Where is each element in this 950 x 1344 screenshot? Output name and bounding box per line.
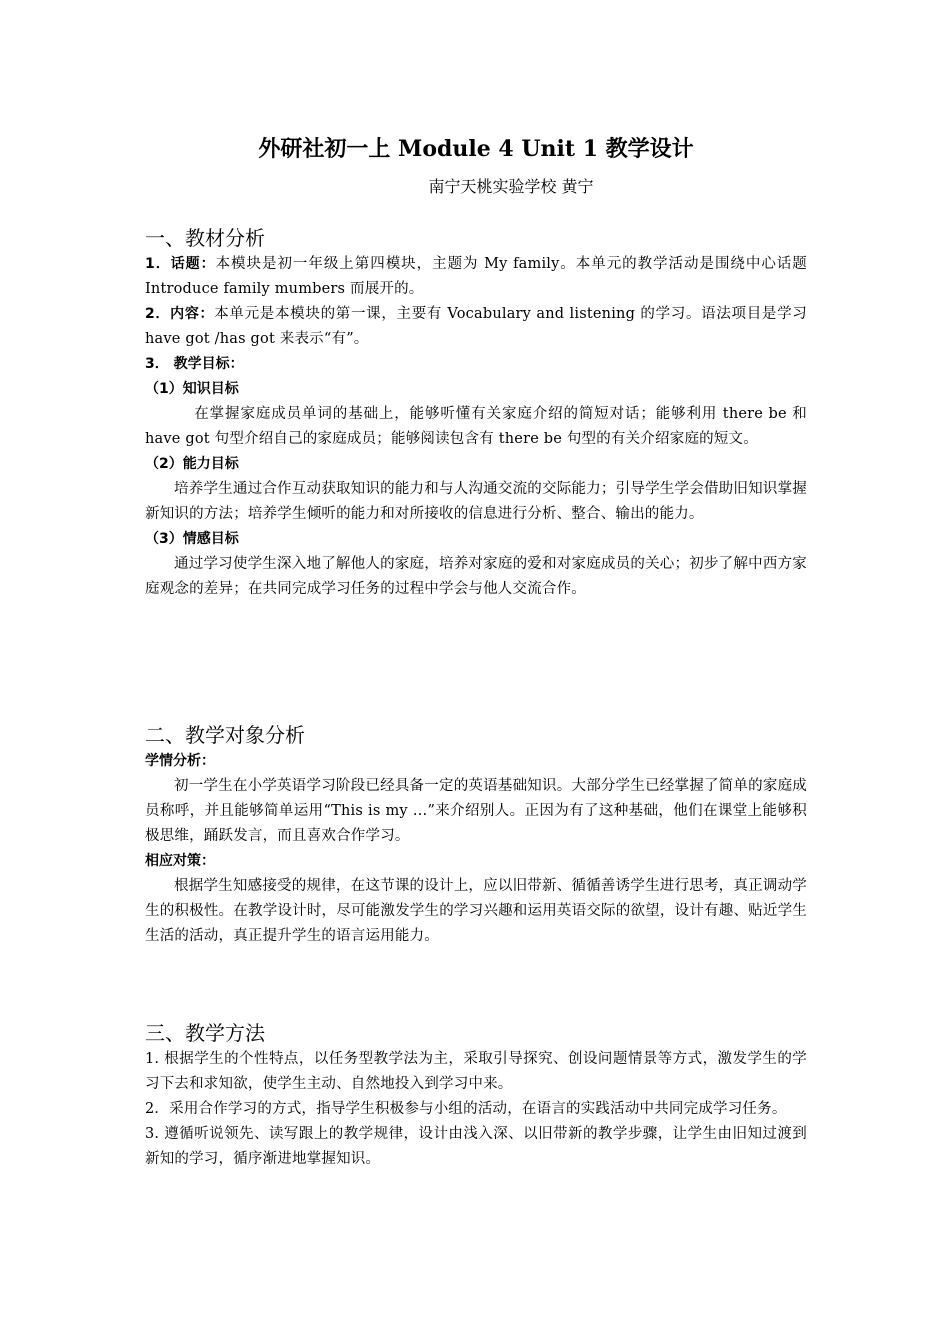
method-item-3: 3. 遵循听说领先、读写跟上的教学规律，设计由浅入深、以旧带新的教学步骤，让学生由旧知过渡到新知的学习，循序渐进地掌握知识。 xyxy=(145,1126,807,1167)
method-item-1: 1. 根据学生的个性特点，以任务型教学法为主，采取引导探究、创设问题情景等方式，激发学生的学习下去和求知欲，使学生主动、自然地投入到学习中来。 xyxy=(145,1051,807,1092)
method-item-2: 2．采用合作学习的方式，指导学生积极参与小组的活动，在语言的实践活动中共同完成学习任务。 xyxy=(145,1101,787,1117)
section-materials-analysis xyxy=(145,224,807,602)
knowledge-goal-label: （1）知识目标 xyxy=(145,381,239,397)
document-author: 南宁天桃实验学校 黄宁 xyxy=(428,177,594,196)
ability-goal-label: （2）能力目标 xyxy=(145,456,239,472)
analysis-label: 学情分析： xyxy=(145,753,215,769)
topic-paragraph xyxy=(145,252,807,302)
goals-label: 3． 教学目标： xyxy=(145,356,244,372)
section-teaching-methods xyxy=(145,1019,807,1172)
content-label: 2．内容： xyxy=(145,306,215,322)
document-title: 外研社初一上 Module 4 Unit 1 教学设计 xyxy=(258,136,694,162)
emotion-goal-label: （3）情感目标 xyxy=(145,531,239,547)
content-text: 本单元是本模块的第一课，主要有 Vocabulary and listening 的学习。语法项目是学习 have got /has got 来表示“有”。 xyxy=(145,306,808,347)
section-heading: 二、教学对象分析 xyxy=(145,723,305,747)
section-heading: 三、教学方法 xyxy=(145,1021,265,1045)
section-student-analysis xyxy=(145,721,807,949)
knowledge-goal-text: 在掌握家庭成员单词的基础上，能够听懂有关家庭介绍的简短对话；能够利用 there be 和 have got 句型介绍自己的家庭成员；能够阅读包含有 there be 句型的有关介绍家庭的短文。 xyxy=(145,406,807,447)
topic-label: 1．话题： xyxy=(145,256,216,272)
ability-goal-text: 培养学生通过合作互动获取知识的能力和与人沟通交流的交际能力；引导学生学会借助旧知识掌握新知识的方法；培养学生倾听的能力和对所接收的信息进行分析、整合、输出的能力。 xyxy=(145,481,807,522)
topic-text: 本模块是初一年级上第四模块，主题为 My family。本单元的教学活动是围绕中心话题 Introduce family mumbers 而展开的。 xyxy=(145,256,807,297)
content-paragraph xyxy=(145,302,807,352)
emotion-goal-text: 通过学习使学生深入地了解他人的家庭，培养对家庭的爱和对家庭成员的关心；初步了解中西方家庭观念的差异；在共同完成学习任务的过程中学会与他人交流合作。 xyxy=(145,556,807,597)
strategy-text: 根据学生知感接受的规律，在这节课的设计上，应以旧带新、循循善诱学生进行思考，真正调动学生的积极性。在教学设计时，尽可能激发学生的学习兴趣和运用英语交际的欲望，设计有趣、贴近学生生活的活动，真正提升学生的语言运用能力。 xyxy=(145,878,807,944)
strategy-label: 相应对策： xyxy=(145,853,215,869)
analysis-text: 初一学生在小学英语学习阶段已经具备一定的英语基础知识。大部分学生已经掌握了简单的家庭成员称呼，并且能够简单运用“This is my …”来介绍别人。正因为有了这种基础，他们在课堂上能够积极思维，踊跃发言，而且喜欢合作学习。 xyxy=(145,778,807,844)
section-heading: 一、教材分析 xyxy=(145,226,265,250)
